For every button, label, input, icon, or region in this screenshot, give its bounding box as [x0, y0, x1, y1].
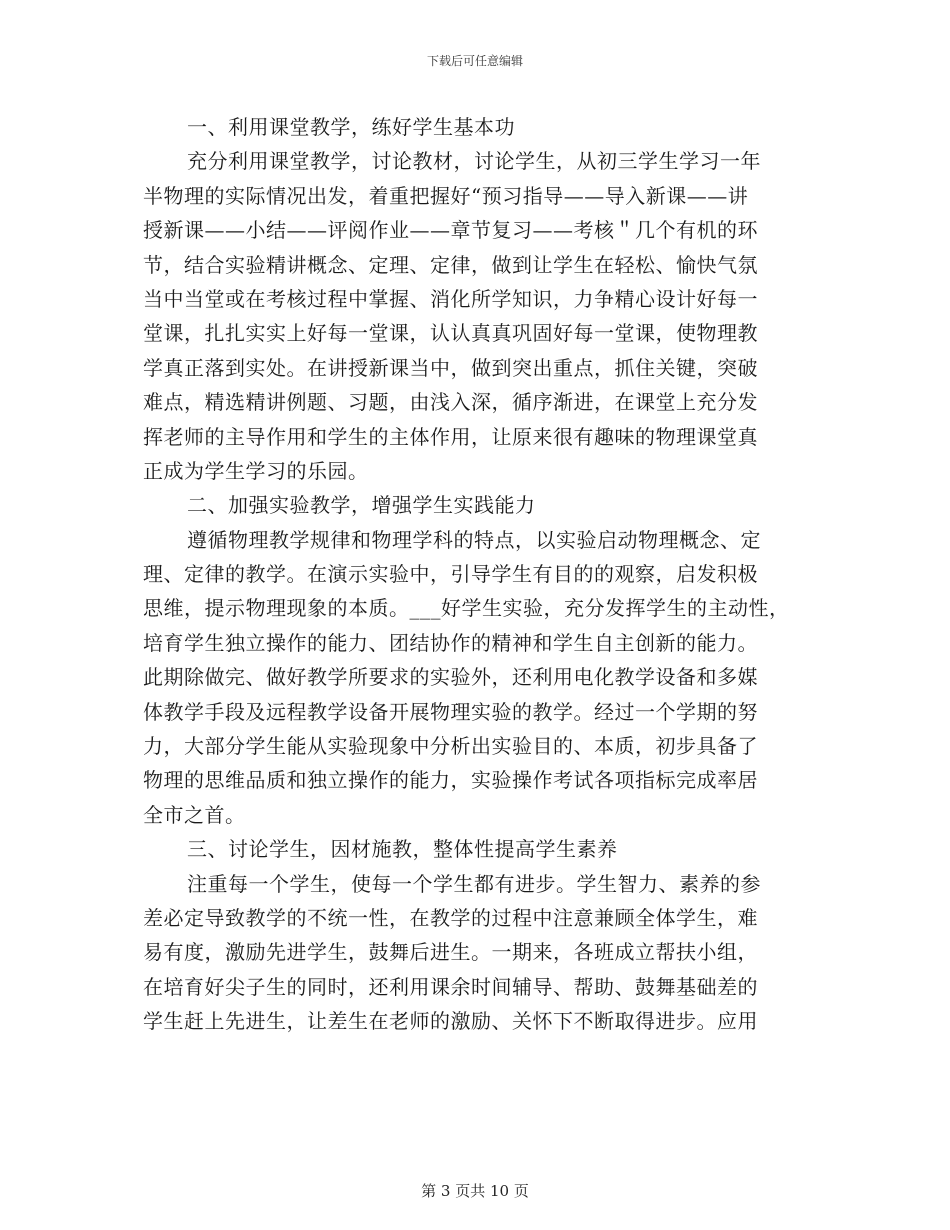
section-heading-3: 三、讨论学生，因材施教，整体性提高学生素养	[187, 837, 618, 862]
paragraph-line: 在培育好尖子生的同时，还利用课余时间辅导、帮助、鼓舞基础差的	[143, 974, 758, 999]
paragraph-line: 当中当堂或在考核过程中掌握、消化所学知识，力争精心设计好每一	[143, 286, 758, 311]
paragraph-line: 易有度，激励先进学生，鼓舞后进生。一期来，各班成立帮扶小组，	[143, 940, 758, 965]
document-body	[143, 110, 823, 1039]
paragraph-line: 体教学手段及远程教学设备开展物理实验的教学。经过一个学期的努	[143, 699, 758, 724]
paragraph-line: 理、定律的教学。在演示实验中，引导学生有目的的观察，启发积极	[143, 562, 758, 587]
paragraph-line: 难点，精选精讲例题、习题，由浅入深，循序渐进，在课堂上充分发	[143, 390, 758, 415]
paragraph-line: 物理的思维品质和独立操作的能力，实验操作考试各项指标完成率居	[143, 768, 758, 793]
paragraph-line: 节，结合实验精讲概念、定理、定律，做到让学生在轻松、愉快气氛	[143, 252, 758, 277]
paragraph-line: 差必定导致教学的不统一性，在教学的过程中注意兼顾全体学生，难	[143, 905, 758, 930]
paragraph-line: 正成为学生学习的乐园。	[143, 458, 369, 483]
section-heading-2: 二、加强实验教学，增强学生实践能力	[187, 493, 536, 518]
paragraph-line: 全市之首。	[143, 802, 246, 827]
paragraph-line: 此期除做完、做好教学所要求的实验外，还利用电化教学设备和多媒	[143, 665, 758, 690]
page-footer: 第 3 页共 10 页	[421, 1182, 529, 1200]
page-header: 下载后可任意编辑	[426, 54, 523, 68]
paragraph-line: 挥老师的主导作用和学生的主体作用，让原来很有趣味的物理课堂真	[143, 424, 758, 449]
paragraph-line: 授新课——小结——评阅作业——章节复习——考核＂几个有机的环	[143, 218, 758, 243]
paragraph-line: 遵循物理教学规律和物理学科的特点，以实验启动物理概念、定	[187, 527, 761, 552]
paragraph-line: 充分利用课堂教学，讨论教材，讨论学生，从初三学生学习一年	[187, 149, 761, 174]
section-heading-1: 一、利用课堂教学，练好学生基本功	[187, 115, 515, 139]
paragraph-line: 注重每一个学生，使每一个学生都有进步。学生智力、素养的参	[187, 871, 761, 896]
paragraph-line: 思维，提示物理现象的本质。___好学生实验，充分发挥学生的主动性，	[143, 596, 790, 621]
paragraph-line: 学生赶上先进生，让差生在老师的激励、关怀下不断取得进步。应用	[143, 1009, 758, 1034]
paragraph-line: 培育学生独立操作的能力、团结协作的精神和学生自主创新的能力。	[143, 630, 758, 655]
paragraph-line: 力，大部分学生能从实验现象中分析出实验目的、本质，初步具备了	[143, 734, 758, 759]
paragraph-line: 堂课，扎扎实实上好每一堂课，认认真真巩固好每一堂课，使物理教	[143, 321, 758, 346]
paragraph-line: 学真正落到实处。在讲授新课当中，做到突出重点，抓住关键，突破	[143, 355, 758, 380]
paragraph-line: 半物理的实际情况出发，着重把握好“预习指导——导入新课——讲	[143, 183, 749, 208]
